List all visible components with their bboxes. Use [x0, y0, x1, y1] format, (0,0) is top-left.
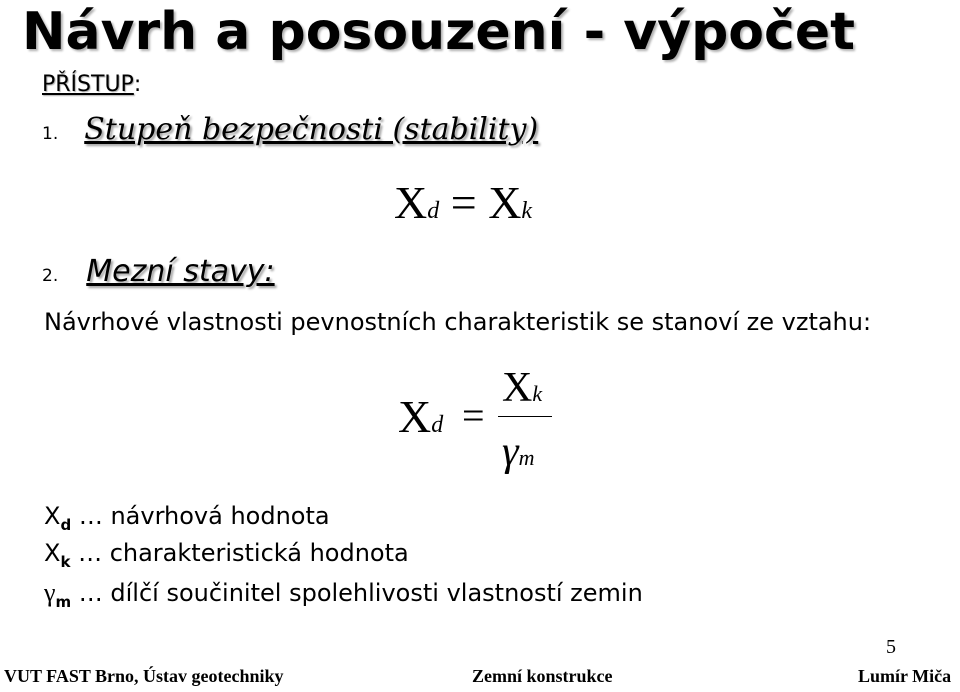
- eq1-lhs-sub: d: [427, 198, 440, 224]
- eq2-denominator: [502, 428, 534, 476]
- approach-label: [42, 72, 141, 97]
- footer-institution: VUT FAST Brno, Ústav geotechniky: [4, 666, 284, 686]
- item-2: [42, 254, 275, 289]
- definition-sub: k: [60, 553, 71, 571]
- eq2-lhs-sub: d: [431, 412, 444, 438]
- item-1-heading: Stupeň bezpečnosti (stability): [84, 112, 539, 147]
- eq2-den-sub: m: [518, 445, 535, 470]
- eq1-rhs-sub: k: [521, 198, 533, 224]
- approach-label-text: PŘÍSTUP: [42, 72, 134, 97]
- eq1-operator: =: [450, 177, 477, 228]
- definition-text: … charakteristická hodnota: [70, 539, 409, 567]
- definition-symbol: γ: [44, 578, 56, 607]
- footer-author: Lumír Miča: [858, 666, 952, 686]
- eq2-num-symbol: X: [502, 365, 533, 411]
- eq2-lhs: [398, 390, 443, 443]
- slide-title: Návrh a posouzení - výpočet: [22, 2, 855, 62]
- equation-xd-equals-xk: [394, 176, 532, 229]
- approach-colon: :: [133, 72, 142, 97]
- definition-gamma-m: [44, 578, 643, 611]
- definition-text: … dílčí součinitel spolehlivosti vlastností zemin: [71, 579, 643, 607]
- footer-course: Zemní konstrukce: [472, 666, 613, 686]
- eq1-lhs: X: [394, 177, 428, 228]
- eq2-num-sub: k: [532, 381, 543, 406]
- definition-symbol: X: [44, 502, 61, 530]
- fraction-bar: [498, 416, 552, 417]
- item-1: [42, 112, 538, 147]
- item-2-heading: Mezní stavy:: [86, 254, 275, 289]
- eq2-den-symbol: γ: [502, 429, 519, 475]
- definition-sub: m: [55, 593, 72, 611]
- definition-xd: [44, 502, 330, 534]
- definition-symbol: X: [44, 539, 61, 567]
- item-1-number: 1.: [42, 124, 59, 144]
- definition-xk: [44, 539, 409, 571]
- item-2-number: 2.: [42, 266, 59, 286]
- page-number: 5: [886, 636, 896, 658]
- definition-sub: d: [60, 516, 72, 534]
- eq1-rhs: X: [488, 177, 522, 228]
- paragraph-text: Návrhové vlastnosti pevnostních charakteristik se stanoví ze vztahu:: [44, 308, 872, 336]
- definition-text: … návrhová hodnota: [71, 502, 330, 530]
- eq2-operator: =: [462, 393, 485, 438]
- eq2-lhs-symbol: X: [398, 391, 432, 442]
- eq2-numerator: [502, 364, 542, 412]
